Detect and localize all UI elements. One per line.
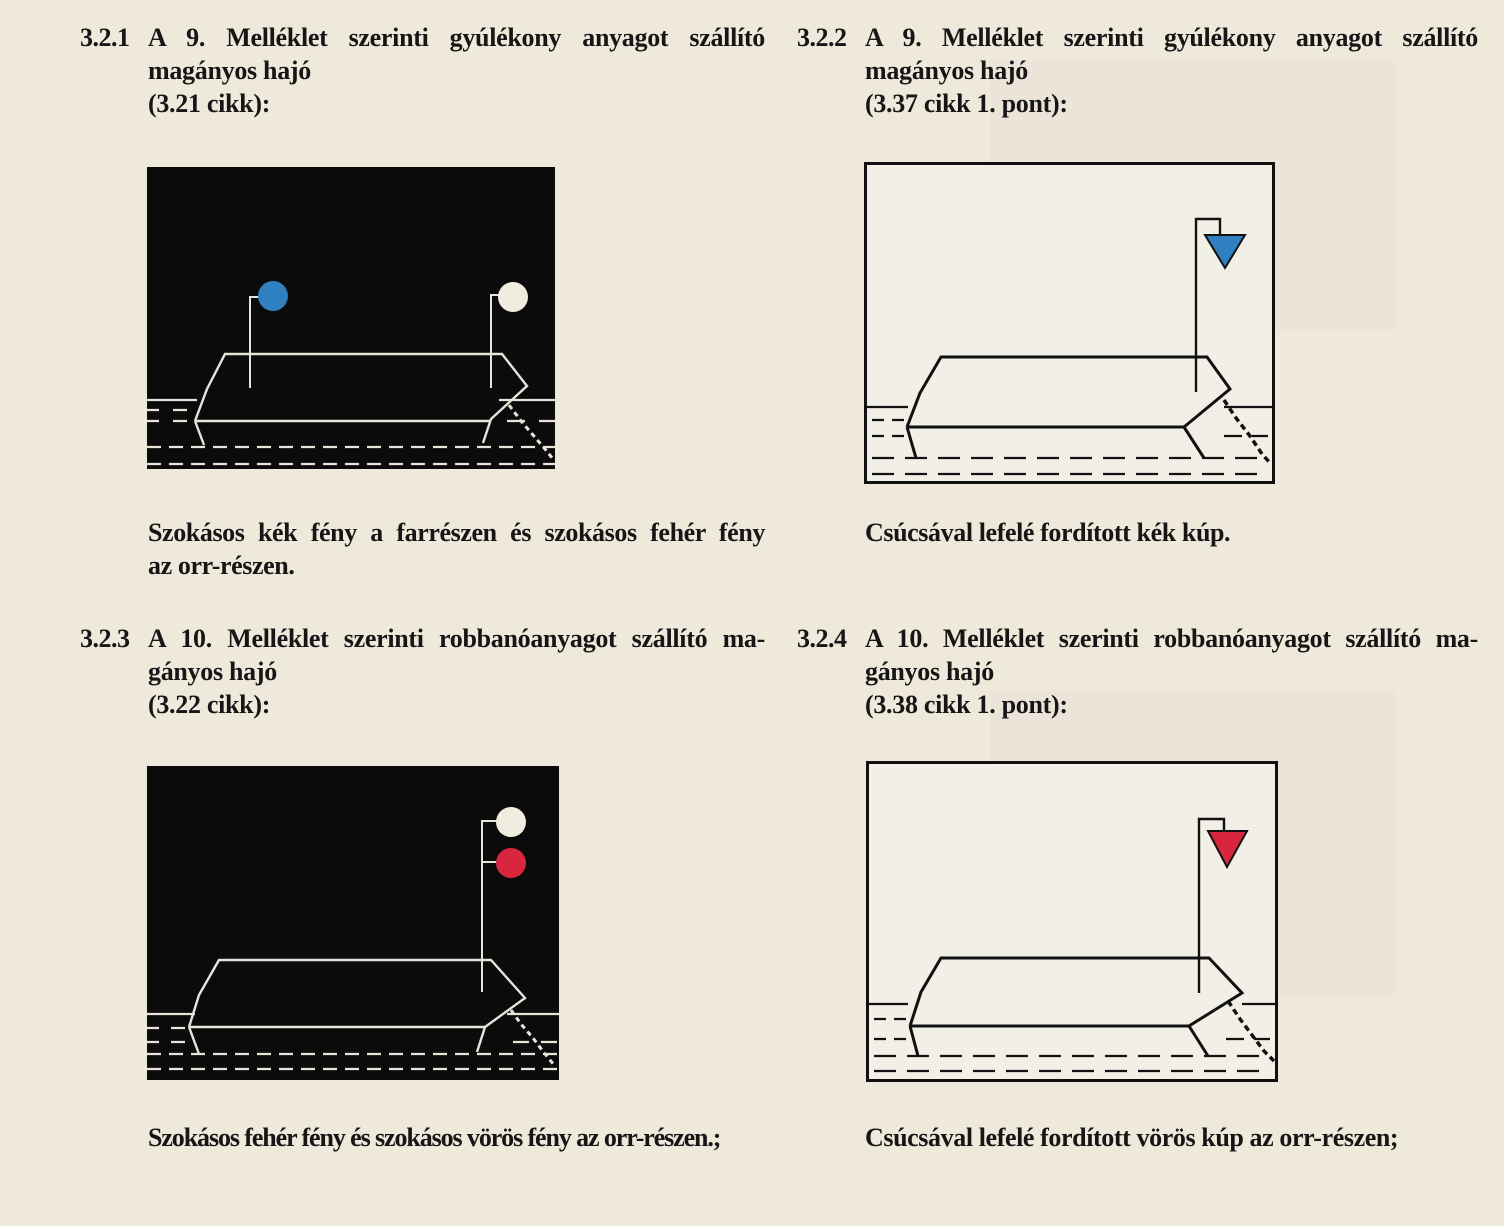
section-heading bbox=[148, 21, 765, 120]
night-background bbox=[147, 167, 555, 469]
section-heading bbox=[865, 21, 1478, 120]
caption-line-1: Csúcsával lefelé fordított vörös kúp az orr-részen; bbox=[865, 1123, 1399, 1152]
white-light bbox=[496, 807, 526, 837]
heading-line-2: gányos hajó bbox=[148, 657, 277, 686]
vessel-illustration bbox=[147, 167, 555, 469]
figure-caption bbox=[865, 1121, 1398, 1154]
figure-frame bbox=[866, 164, 1274, 483]
caption-line-2: az orr-részen. bbox=[148, 551, 295, 580]
figure-caption bbox=[148, 1121, 720, 1154]
caption-line-1: Csúcsával lefelé fordított kék kúp. bbox=[865, 518, 1231, 547]
night-background bbox=[147, 766, 559, 1080]
vessel-illustration bbox=[866, 761, 1278, 1082]
figure-caption bbox=[148, 516, 765, 582]
article-reference: (3.21 cikk): bbox=[148, 89, 271, 118]
heading-line-2: magányos hajó bbox=[865, 56, 1028, 85]
night-vessel-figure bbox=[147, 167, 555, 469]
heading-line-1: A 10. Melléklet szerinti robbanóanyagot szállító ma- bbox=[865, 624, 1478, 653]
section-number: 3.2.4 bbox=[797, 624, 847, 653]
heading-line-2: magányos hajó bbox=[148, 56, 311, 85]
section-number: 3.2.1 bbox=[80, 23, 130, 52]
article-reference: (3.22 cikk): bbox=[148, 690, 271, 719]
day-vessel-figure bbox=[864, 162, 1275, 484]
section-heading bbox=[148, 622, 765, 721]
caption-line-1: Szokásos kék fény a farrészen és szokásos fehér fény bbox=[148, 518, 765, 547]
vessel-illustration bbox=[864, 162, 1275, 484]
caption-line-1: Szokásos fehér fény és szokásos vörös fény az orr-részen.; bbox=[148, 1123, 721, 1152]
night-vessel-figure bbox=[147, 766, 559, 1080]
figure-caption bbox=[865, 516, 1230, 549]
article-reference: (3.38 cikk 1. pont): bbox=[865, 690, 1068, 719]
red-light bbox=[496, 848, 526, 878]
article-reference: (3.37 cikk 1. pont): bbox=[865, 89, 1068, 118]
white-light bbox=[498, 282, 528, 312]
heading-line-1: A 9. Melléklet szerinti gyúlékony anyagot szállító bbox=[148, 23, 765, 52]
section-number: 3.2.2 bbox=[797, 23, 847, 52]
heading-line-1: A 10. Melléklet szerinti robbanóanyagot szállító ma- bbox=[148, 624, 765, 653]
figure-frame bbox=[868, 763, 1277, 1081]
blue-light bbox=[258, 281, 288, 311]
section-number: 3.2.3 bbox=[80, 624, 130, 653]
heading-line-1: A 9. Melléklet szerinti gyúlékony anyagot szállító bbox=[865, 23, 1478, 52]
heading-line-2: gányos hajó bbox=[865, 657, 994, 686]
day-vessel-figure bbox=[866, 761, 1278, 1082]
vessel-illustration bbox=[147, 766, 559, 1080]
section-heading bbox=[865, 622, 1478, 721]
